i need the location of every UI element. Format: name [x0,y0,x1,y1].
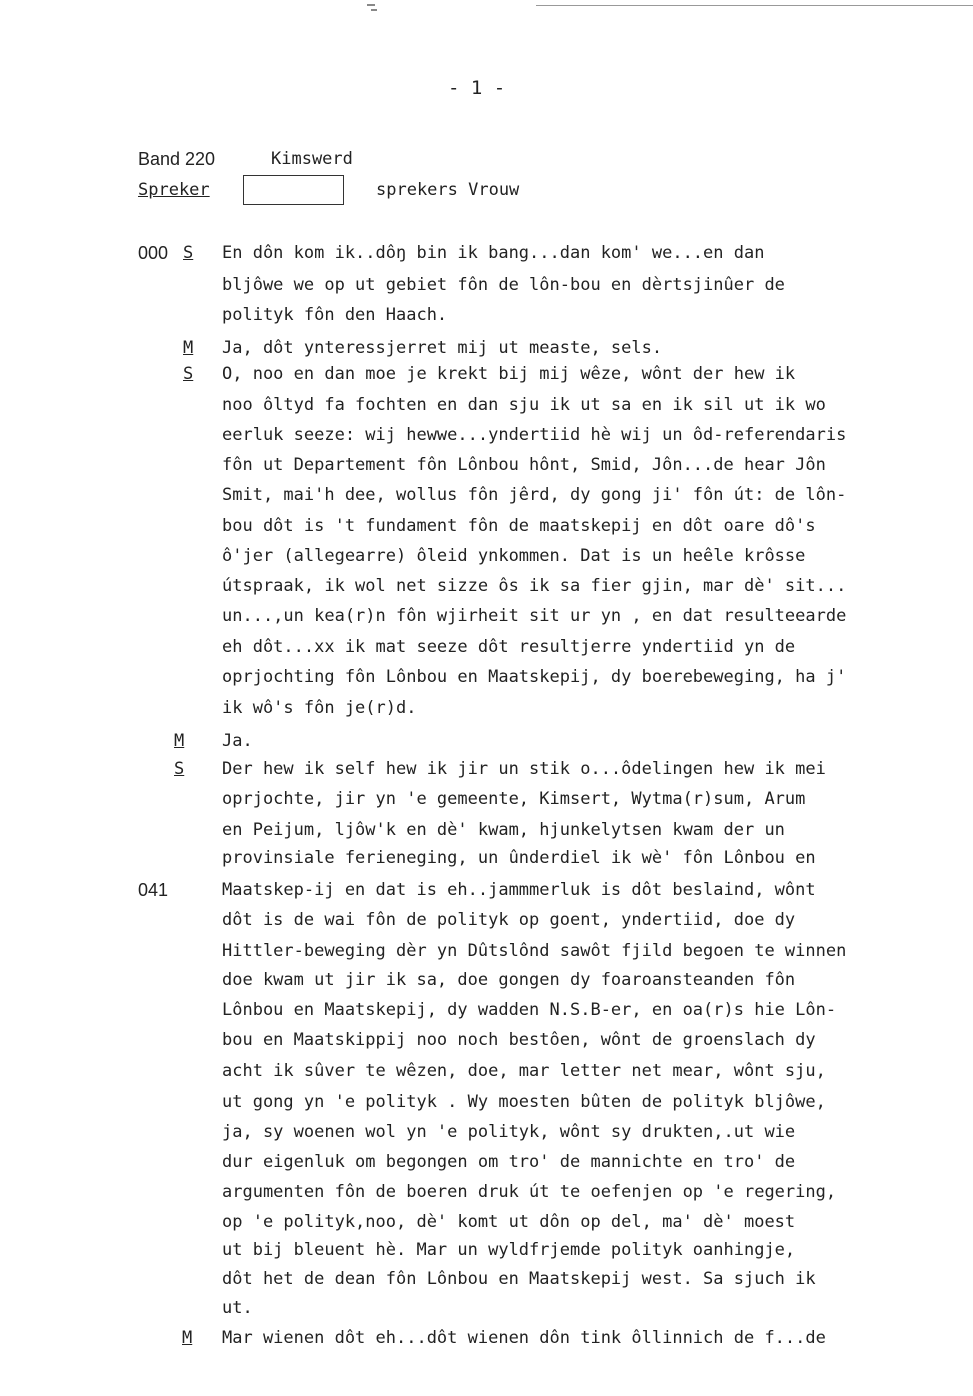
transcript-line: Smit, mai'h dee, wollus fôn jêrd, dy gong ji' fôn út: de lôn- [222,485,847,505]
redacted-name-box [243,175,344,205]
transcript-line: fôn ut Departement fôn Lônbou hônt, Smid, Jôn...de hear Jôn [222,455,826,475]
ink-speck [371,9,377,11]
ink-speck [367,4,375,6]
transcript-line: oprjochting fôn Lônbou en Maatskepij, dy boerebeweging, ha j' [222,667,847,687]
transcript-line: útspraak, ik wol net sizze ôs ik sa fier gjin, mar dè' sit... [222,576,847,596]
transcript-line: dôt is de wai fôn de polityk op goent, yndertiid, doe dy [222,910,796,930]
transcript-line: eerluk seeze: wij hewwe...yndertiid hè wij un ôd-referendaris [222,425,847,445]
speaker-marker-s: S [174,759,185,779]
transcript-line: ut. [222,1298,253,1318]
transcript-line: noo ôltyd fa fochten en dan sju ik ut sa en ik sil ut ik wo [222,395,826,415]
speaker-marker-m: M [183,338,194,358]
speaker-marker-s: S [183,243,194,263]
speaker-marker-m: M [182,1328,193,1348]
transcript-line: Lônbou en Maatskepij, dy wadden N.S.B-er, en oa(r)s hie Lôn- [222,1000,837,1020]
transcript-line: ja, sy woenen wol yn 'e polityk, wônt sy drukten,.ut wie [222,1122,796,1142]
transcript-line: Mar wienen dôt eh...dôt wienen dôn tink ôllinnich de f...de [222,1328,826,1348]
transcript-line: eh dôt...xx ik mat seeze dôt resultjerre yndertiid yn de [222,637,796,657]
transcript-line: acht ik sûver te wêzen, doe, mar letter net mear, wônt sju, [222,1061,826,1081]
transcript-line: ô'jer (allegearre) ôleid ynkommen. Dat is un heêle krôsse [222,546,806,566]
transcript-line: oprjochte, jir yn 'e gemeente, Kimsert, Wytma(r)sum, Arum [222,789,806,809]
speaker-label: Spreker [138,180,210,200]
transcript-line: provinsiale ferieneging, un ûnderdiel ik wè' fôn Lônbou en [222,848,816,868]
transcript-line: Hittler-beweging dèr yn Dûtslônd sawôt fjild begoen te winnen [222,941,847,961]
transcript-line: en Peijum, ljôw'k en dè' kwam, hjunkelytsen kwam der un [222,820,785,840]
transcript-line: Ja. [222,731,253,751]
transcript-line: O, noo en dan moe je krekt bij mij wêze, wônt der hew ik [222,364,796,384]
tape-counter: 041 [138,880,169,900]
page-number: - 1 - [448,77,506,99]
band-label: Band 220 [138,149,216,169]
speaker-marker-s: S [183,364,194,384]
transcript-line: un...,un kea(r)n fôn wjirheit sit ur yn , en dat resulteearde [222,606,847,626]
speaker-spouse-label: sprekers Vrouw [376,180,520,200]
transcript-line: Ja, dôt ynteressjerret mij ut measte, sels. [222,338,663,358]
transcript-line: polityk fôn den Haach. [222,305,448,325]
transcript-line: En dôn kom ik..dôŋ bin ik bang...dan kom' we...en dan [222,243,765,263]
transcript-line: Maatskep-ij en dat is eh..jammmerluk is dôt beslaind, wônt [222,880,816,900]
tape-counter: 000 [138,243,169,263]
transcript-line: Der hew ik self hew ik jir un stik o...ôdelingen hew ik mei [222,759,826,779]
transcript-line: bou en Maatskippij noo noch bestôen, wônt de groenslach dy [222,1030,816,1050]
transcript-line: argumenten fôn de boeren druk út te oefenjen op 'e regering, [222,1182,837,1202]
speaker-marker-m: M [174,731,185,751]
transcript-line: dur eigenluk om begongen om tro' de mannichte en tro' de [222,1152,796,1172]
transcript-line: bou dôt is 't fundament fôn de maatskepij en dôt oare dô's [222,516,816,536]
transcript-line: ut bij bleuent hè. Mar un wyldfrjemde polityk oanhingje, [222,1240,796,1260]
transcript-line: ut gong yn 'e polityk . Wy moesten bûten de polityk bljôwe, [222,1092,826,1112]
transcript-line: ik wô's fôn je(r)d. [222,698,417,718]
ink-speck [536,5,973,6]
transcript-line: op 'e polityk,noo, dè' komt ut dôn op del, ma' dè' moest [222,1212,796,1232]
place-name: Kimswerd [271,149,353,169]
transcript-line: bljôwe we op ut gebiet fôn de lôn-bou en dèrtsjinûer de [222,275,785,295]
transcript-line: dôt het de dean fôn Lônbou en Maatskepij west. Sa sjuch ik [222,1269,816,1289]
transcript-line: doe kwam ut jir ik sa, doe gongen dy foaroansteanden fôn [222,970,796,990]
